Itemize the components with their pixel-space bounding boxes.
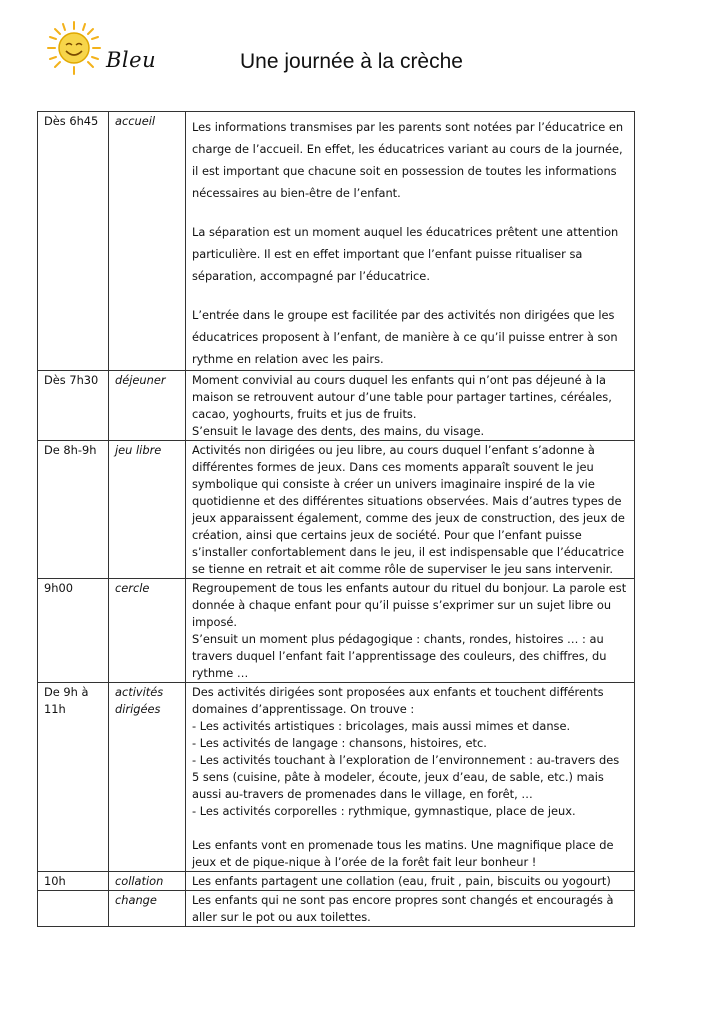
- table-row: [38, 441, 635, 579]
- time-cell: 9h00: [38, 579, 109, 683]
- paragraph: Les informations transmises par les parents sont notées par l’éducatrice en charge de l’accueil. En effet, les éducatrices variant au cours de la journée, il est important que chacune soit en possession de toutes les informations nécessaires au bien-être de l’enfant.: [192, 120, 624, 200]
- sun-icon: [46, 20, 102, 76]
- schedule-table: [37, 111, 635, 927]
- description-cell: [186, 579, 635, 683]
- text-line: Activités non dirigées ou jeu libre, au cours duquel l’enfant s’adonne à différentes formes de jeux. Dans ces moments apparaît souvent le jeu symbolique qui consiste à créer un univers imaginaire inspiré de la vie quotidienne et des différentes situations observées. Mais d’autres types de jeux apparaissent également, comme des jeux de construction, des jeux de création, ainsi que certains jeux de société. Pour que l’enfant puisse s’installer confortablement dans le jeu, il est indispensable que l’éducatrice se tienne en retrait et ait comme rôle de superviser le jeu sans intervenir.: [192, 443, 625, 576]
- text-line: Regroupement de tous les enfants autour du rituel du bonjour. La parole est donnée à chaque enfant pour qu’il puisse s’exprimer sur un sujet libre ou imposé.: [192, 581, 627, 629]
- time-cell: De 8h-9h: [38, 441, 109, 579]
- text-line: Les enfants qui ne sont pas encore propres sont changés et encouragés à aller sur le pot ou aux toilettes.: [192, 893, 614, 924]
- text-line: Des activités dirigées sont proposées aux enfants et touchent différents domaines d’apprentissage. On trouve :: [192, 685, 604, 716]
- time-cell: Dès 7h30: [38, 371, 109, 441]
- activity-cell: accueil: [109, 112, 186, 371]
- activity-cell: cercle: [109, 579, 186, 683]
- activity-cell: activités dirigées: [109, 683, 186, 872]
- activity-cell: collation: [109, 872, 186, 891]
- description-cell: [186, 441, 635, 579]
- text-line: - Les activités artistiques : bricolages, mais aussi mimes et danse.: [192, 719, 571, 733]
- time-cell: De 9h à 11h: [38, 683, 109, 872]
- text-line: Les enfants partagent une collation (eau, fruit , pain, biscuits ou yogourt): [192, 874, 611, 888]
- description-cell: [186, 371, 635, 441]
- paragraph: Les enfants vont en promenade tous les matins. Une magnifique place de jeux et de pique-nique à l’orée de la forêt fait leur bonheur !: [192, 838, 614, 869]
- description-cell: [186, 683, 635, 872]
- description-cell: [186, 112, 635, 371]
- description-cell: [186, 872, 635, 891]
- table-row: [38, 683, 635, 872]
- table-row: [38, 891, 635, 927]
- table-row: [38, 112, 635, 371]
- brand-name: Bleu: [106, 48, 157, 72]
- paragraph: La séparation est un moment auquel les éducatrices prêtent une attention particulière. Il est en effet important que l’enfant puisse ritualiser sa séparation, accompagné par l’éducatrice.: [192, 225, 619, 283]
- text-line: - Les activités touchant à l’exploration de l’environnement : au-travers des 5 sens (cuisine, pâte à modeler, écoute, jeux d’eau, de sable, etc.) mais aussi au-travers de promenades dans le village, en forêt, …: [192, 753, 620, 801]
- text-line: Moment convivial au cours duquel les enfants qui n’ont pas déjeuné à la maison se retrouvent autour d’une table pour partager tartines, céréales, cacao, yoghourts, fruits et jus de fruits.: [192, 373, 612, 421]
- table-row: [38, 371, 635, 441]
- text-line: S’ensuit le lavage des dents, des mains, du visage.: [192, 424, 485, 438]
- activity-cell: change: [109, 891, 186, 927]
- time-cell: Dès 6h45: [38, 112, 109, 371]
- page-title: Une journée à la crèche: [240, 50, 463, 73]
- text-line: - Les activités corporelles : rythmique, gymnastique, place de jeux.: [192, 804, 576, 818]
- time-cell: 10h: [38, 872, 109, 891]
- activity-cell: déjeuner: [109, 371, 186, 441]
- description-cell: [186, 891, 635, 927]
- table-row: [38, 872, 635, 891]
- activity-cell: jeu libre: [109, 441, 186, 579]
- table-row: [38, 579, 635, 683]
- paragraph: L’entrée dans le groupe est facilitée par des activités non dirigées que les éducatrices proposent à l’enfant, de manière à ce qu’il puisse entrer à son rythme en relation avec les pairs.: [192, 308, 618, 366]
- text-line: - Les activités de langage : chansons, histoires, etc.: [192, 736, 487, 750]
- time-cell: [38, 891, 109, 927]
- text-line: S’ensuit un moment plus pédagogique : chants, rondes, histoires … : au travers duquel l’enfant fait l’apprentissage des couleurs, des chiffres, du rythme …: [192, 632, 607, 680]
